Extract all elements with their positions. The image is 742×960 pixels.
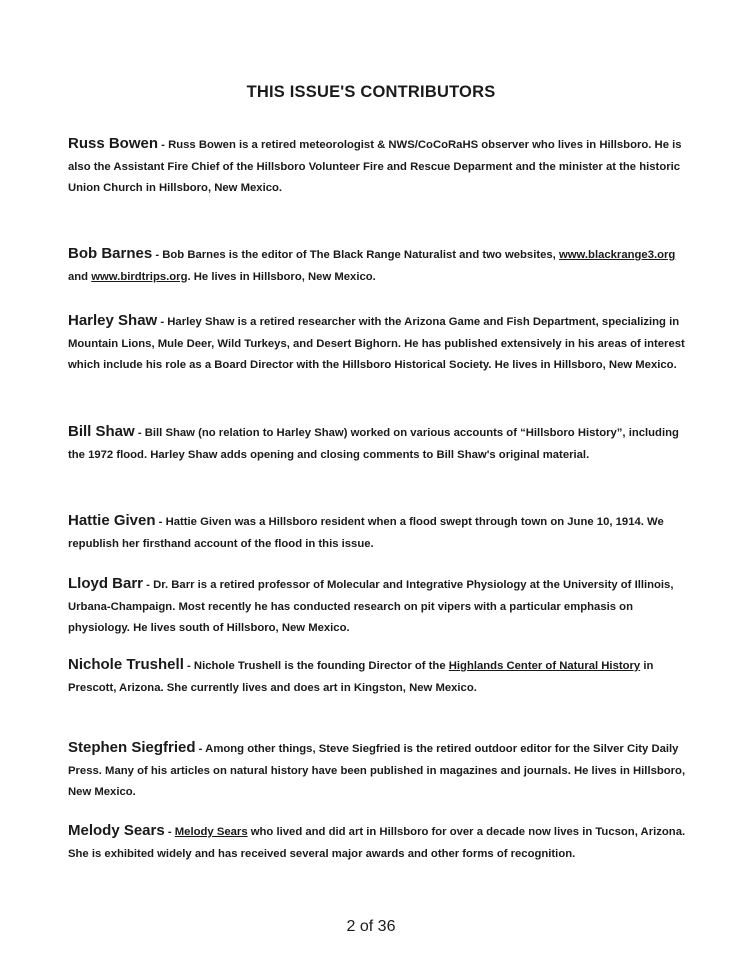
separator: - xyxy=(195,743,206,755)
contributor-entry xyxy=(68,310,690,377)
contributor-name: Russ Bowen xyxy=(68,135,159,152)
website-link[interactable]: Highlands Center of Natural History xyxy=(448,660,641,672)
contributor-entry xyxy=(68,737,690,804)
contributor-bio: Hattie Given was a Hillsboro resident when a flood swept through town on June 10, 1914. We republish her firsthand account of the flood in this issue. xyxy=(68,516,664,550)
contributor-name: Melody Sears xyxy=(68,822,165,839)
contributor-name: Stephen Siegfried xyxy=(68,739,196,756)
contributor-bio: Among other things, Steve Siegfried is the retired outdoor editor for the Silver City Daily Press. Many of his articles on natural history have been published in magazines and journals. He lives in Hillsboro, New Mexico. xyxy=(68,743,686,798)
contributor-bio: . He lives in Hillsboro, New Mexico. xyxy=(187,270,376,283)
page-number: 2 of 36 xyxy=(346,918,396,935)
separator: - xyxy=(157,316,168,328)
contributor-name: Hattie Given xyxy=(68,512,156,529)
contributor-entry xyxy=(68,133,690,200)
separator: - xyxy=(143,579,154,591)
page-title: THIS ISSUE'S CONTRIBUTORS xyxy=(246,83,496,101)
separator: - xyxy=(134,427,145,439)
contributor-bio: Bob Barnes is the editor of The Black Range Naturalist and two websites, xyxy=(162,249,559,261)
contributor-entry xyxy=(68,243,690,288)
contributor-name: Bill Shaw xyxy=(68,423,135,440)
contributor-bio: Harley Shaw is a retired researcher with the Arizona Game and Fish Department, specializing in Mountain Lions, Mule Deer, Wild Turkeys, and Desert Bighorn. He has published extensively in his areas of interest which include his role as a Board Director with the Hillsboro Historical Society. He lives in Hillsboro, New Mexico. xyxy=(68,316,685,371)
contributor-bio: Bill Shaw (no relation to Harley Shaw) worked on various accounts of “Hillsboro History”, including the 1972 flood. Harley Shaw adds opening and closing comments to Bill Shaw's original material. xyxy=(68,427,679,461)
contributor-entry xyxy=(68,573,690,640)
website-link[interactable]: www.blackrange3.org xyxy=(558,249,676,261)
contributor-bio: Nichole Trushell is the founding Director of the xyxy=(193,660,449,672)
contributor-bio: and xyxy=(68,270,92,283)
separator: - xyxy=(164,826,175,838)
contributor-bio: who lived and did art in Hillsboro for over a decade now lives in Tucson, Arizona. She is exhibited widely and has received several major awards and other forms of recognition. xyxy=(68,826,686,860)
separator: - xyxy=(183,660,194,672)
contributor-name: Bob Barnes xyxy=(68,245,153,262)
contributor-name: Lloyd Barr xyxy=(68,575,144,592)
contributor-entry xyxy=(68,421,690,466)
separator: - xyxy=(158,139,169,151)
contributor-bio: Russ Bowen is a retired meteorologist & NWS/CoCoRaHS observer who lives in Hillsboro. He is also the Assistant Fire Chief of the Hillsboro Volunteer Fire and Rescue Deparment and the minister at the historic Union Church in Hillsboro, New Mexico. xyxy=(68,139,682,194)
website-link[interactable]: www.birdtrips.org xyxy=(91,270,188,283)
contributor-bio: in Prescott, Arizona. She currently lives and does art in Kingston, New Mexico. xyxy=(68,660,654,694)
contributor-entry xyxy=(68,510,690,555)
contributor-entry xyxy=(68,654,690,699)
separator: - xyxy=(155,516,166,528)
contributor-name: Harley Shaw xyxy=(68,312,158,329)
separator: - xyxy=(152,249,163,261)
contributor-name: Nichole Trushell xyxy=(68,656,184,673)
contributor-bio: Dr. Barr is a retired professor of Molecular and Integrative Physiology at the University of Illinois, Urbana-Champaign. Most recently he has conducted research on pit vipers with a particular emphasis on physiology. He lives south of Hillsboro, New Mexico. xyxy=(68,579,674,634)
contributor-entry xyxy=(68,820,690,865)
website-link[interactable]: Melody Sears xyxy=(174,826,248,838)
